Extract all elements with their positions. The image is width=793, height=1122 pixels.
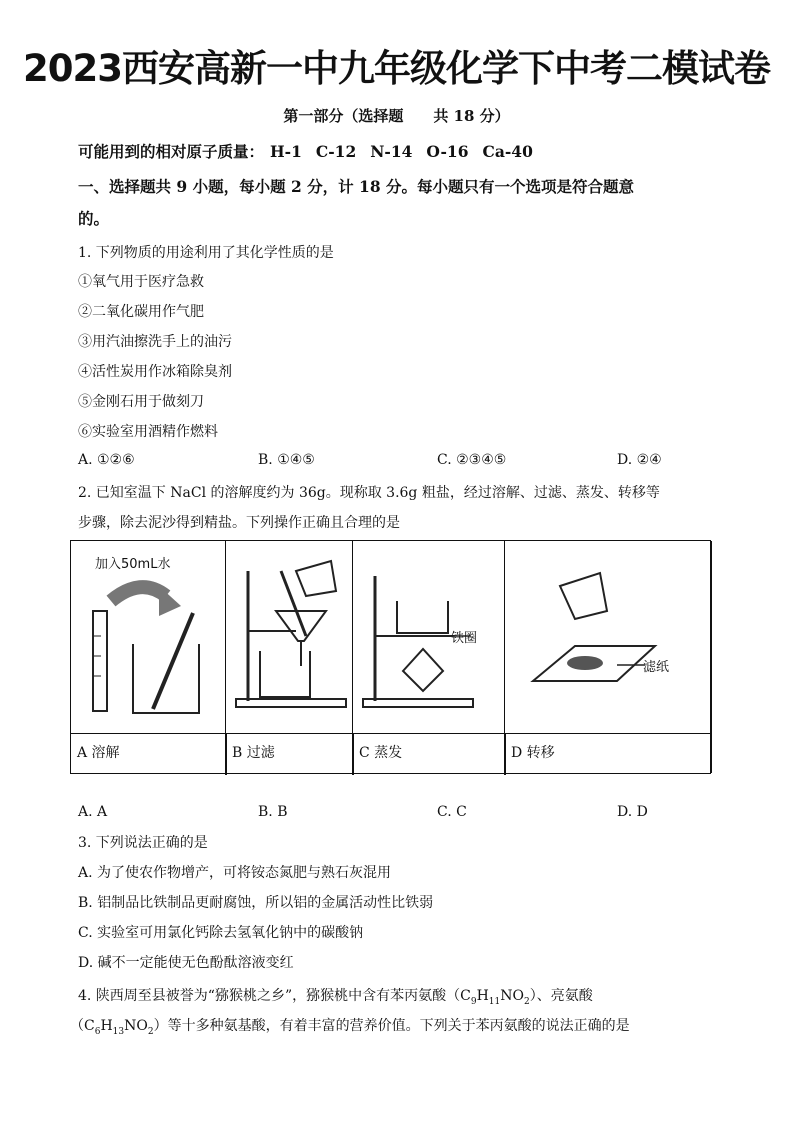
q4-stem-line-1 bbox=[78, 985, 593, 1007]
filter-illustration bbox=[226, 541, 353, 733]
q3-option-c: C. 实验室可用氯化钙除去氢氧化钠中的碳酸钠 bbox=[78, 925, 364, 941]
beaker-icon bbox=[260, 651, 310, 697]
filter-paper-label: 滤纸 bbox=[643, 660, 670, 675]
q1-option-c: C. ②③④⑤ bbox=[437, 452, 507, 468]
alcohol-lamp-icon bbox=[403, 649, 443, 691]
graduated-cylinder-icon bbox=[93, 611, 107, 711]
caption-c: C 蒸发 bbox=[353, 733, 505, 775]
instructions-line-1: 一、选择题共 9 小题，每小题 2 分，计 18 分。每小题只有一个选项是符合题意 bbox=[78, 177, 635, 196]
evaporate-illustration bbox=[353, 541, 505, 733]
mass-ca: Ca-40 bbox=[482, 142, 533, 161]
water-label: 加入50mL水 bbox=[95, 557, 171, 572]
q3-stem: 3. 下列说法正确的是 bbox=[78, 835, 208, 851]
mass-c: C-12 bbox=[315, 142, 357, 161]
caption-d: D 转移 bbox=[505, 733, 712, 775]
stand-base-icon bbox=[236, 699, 346, 707]
q1-stem: 1. 下列物质的用途利用了其化学性质的是 bbox=[78, 245, 334, 261]
q1-item: ①氧气用于医疗急救 bbox=[78, 274, 204, 290]
caption-divider bbox=[352, 733, 354, 775]
transfer-illustration bbox=[505, 541, 712, 733]
formula-subscript: 6 bbox=[94, 1026, 101, 1037]
q2-figure-table bbox=[70, 540, 711, 774]
iron-ring-label: 铁圈 bbox=[451, 631, 478, 646]
atomic-masses-line bbox=[78, 140, 547, 162]
q1-option-b: B. ①④⑤ bbox=[258, 452, 315, 468]
q2-stem-line-2: 步骤，除去泥沙得到精盐。下列操作正确且合理的是 bbox=[78, 515, 400, 531]
salt-pile-icon bbox=[567, 656, 603, 670]
q1-item: ④活性炭用作冰箱除臭剂 bbox=[78, 364, 232, 380]
q2-option-d: D. D bbox=[617, 804, 648, 820]
mass-o: O-16 bbox=[426, 142, 469, 161]
q1-item: ②二氧化碳用作气肥 bbox=[78, 304, 204, 320]
pouring-beaker-icon bbox=[296, 561, 336, 596]
q4-stem-line-2 bbox=[70, 1015, 630, 1037]
q2-option-b: B. B bbox=[258, 804, 288, 820]
q3-option-b: B. 铝制品比铁制品更耐腐蚀，所以铝的金属活动性比铁弱 bbox=[78, 895, 434, 911]
q1-item: ③用汽油擦洗手上的油污 bbox=[78, 334, 232, 350]
q4-text: （C bbox=[70, 1018, 95, 1034]
mass-h: H-1 bbox=[270, 142, 302, 161]
glass-rod-icon bbox=[153, 613, 193, 709]
q1-option-d: D. ②④ bbox=[617, 452, 662, 468]
evaporating-dish-icon bbox=[560, 573, 607, 619]
exam-title: 2023西安高新一中九年级化学下中考二模试卷 bbox=[23, 47, 770, 90]
pour-arrow-icon bbox=[111, 587, 166, 601]
q1-item: ⑤金刚石用于做刻刀 bbox=[78, 394, 204, 410]
formula-text: NO bbox=[500, 988, 524, 1004]
q4-text: ）等十多种氨基酸，有着丰富的营养价值。下列关于苯丙氨酸的说法正确的是 bbox=[153, 1018, 630, 1034]
q4-text: 4. 陕西周至县被誉为“猕猴桃之乡”，猕猴桃中含有苯丙氨酸（C bbox=[78, 988, 471, 1004]
glass-rod-icon bbox=[281, 571, 306, 636]
mass-n: N-14 bbox=[370, 142, 413, 161]
formula-subscript: 11 bbox=[488, 996, 501, 1007]
formula-text: H bbox=[476, 988, 489, 1004]
formula-subscript: 9 bbox=[470, 996, 477, 1007]
caption-b: B 过滤 bbox=[226, 733, 353, 775]
section-heading: 第一部分（选择题 共 18 分） bbox=[283, 107, 510, 125]
formula-subscript: 13 bbox=[112, 1026, 125, 1037]
formula-subscript: 2 bbox=[147, 1026, 154, 1037]
caption-divider bbox=[225, 733, 227, 775]
q3-option-a: A. 为了使农作物增产，可将铵态氮肥与熟石灰混用 bbox=[78, 865, 392, 881]
q2-option-c: C. C bbox=[437, 804, 467, 820]
caption-a: A 溶解 bbox=[71, 733, 226, 775]
q4-text: ）、亮氨酸 bbox=[529, 988, 593, 1004]
caption-divider bbox=[504, 733, 506, 775]
q1-item: ⑥实验室用酒精作燃料 bbox=[78, 424, 218, 440]
q3-option-d: D. 碱不一定能使无色酚酞溶液变红 bbox=[78, 955, 294, 971]
formula-text: NO bbox=[124, 1018, 148, 1034]
formula-text: H bbox=[100, 1018, 113, 1034]
q2-stem-line-1: 2. 已知室温下 NaCl 的溶解度约为 36g。现称取 3.6g 粗盐，经过溶解、过滤、蒸发、转移等 bbox=[78, 485, 660, 501]
q1-option-a: A. ①②⑥ bbox=[78, 452, 135, 468]
atomic-masses-label: 可能用到的相对原子质量： bbox=[78, 142, 265, 161]
instructions-line-2: 的。 bbox=[78, 209, 110, 228]
q2-option-a: A. A bbox=[78, 804, 108, 820]
formula-subscript: 2 bbox=[523, 996, 530, 1007]
stand-base-icon bbox=[363, 699, 473, 707]
beaker-icon bbox=[397, 601, 448, 633]
